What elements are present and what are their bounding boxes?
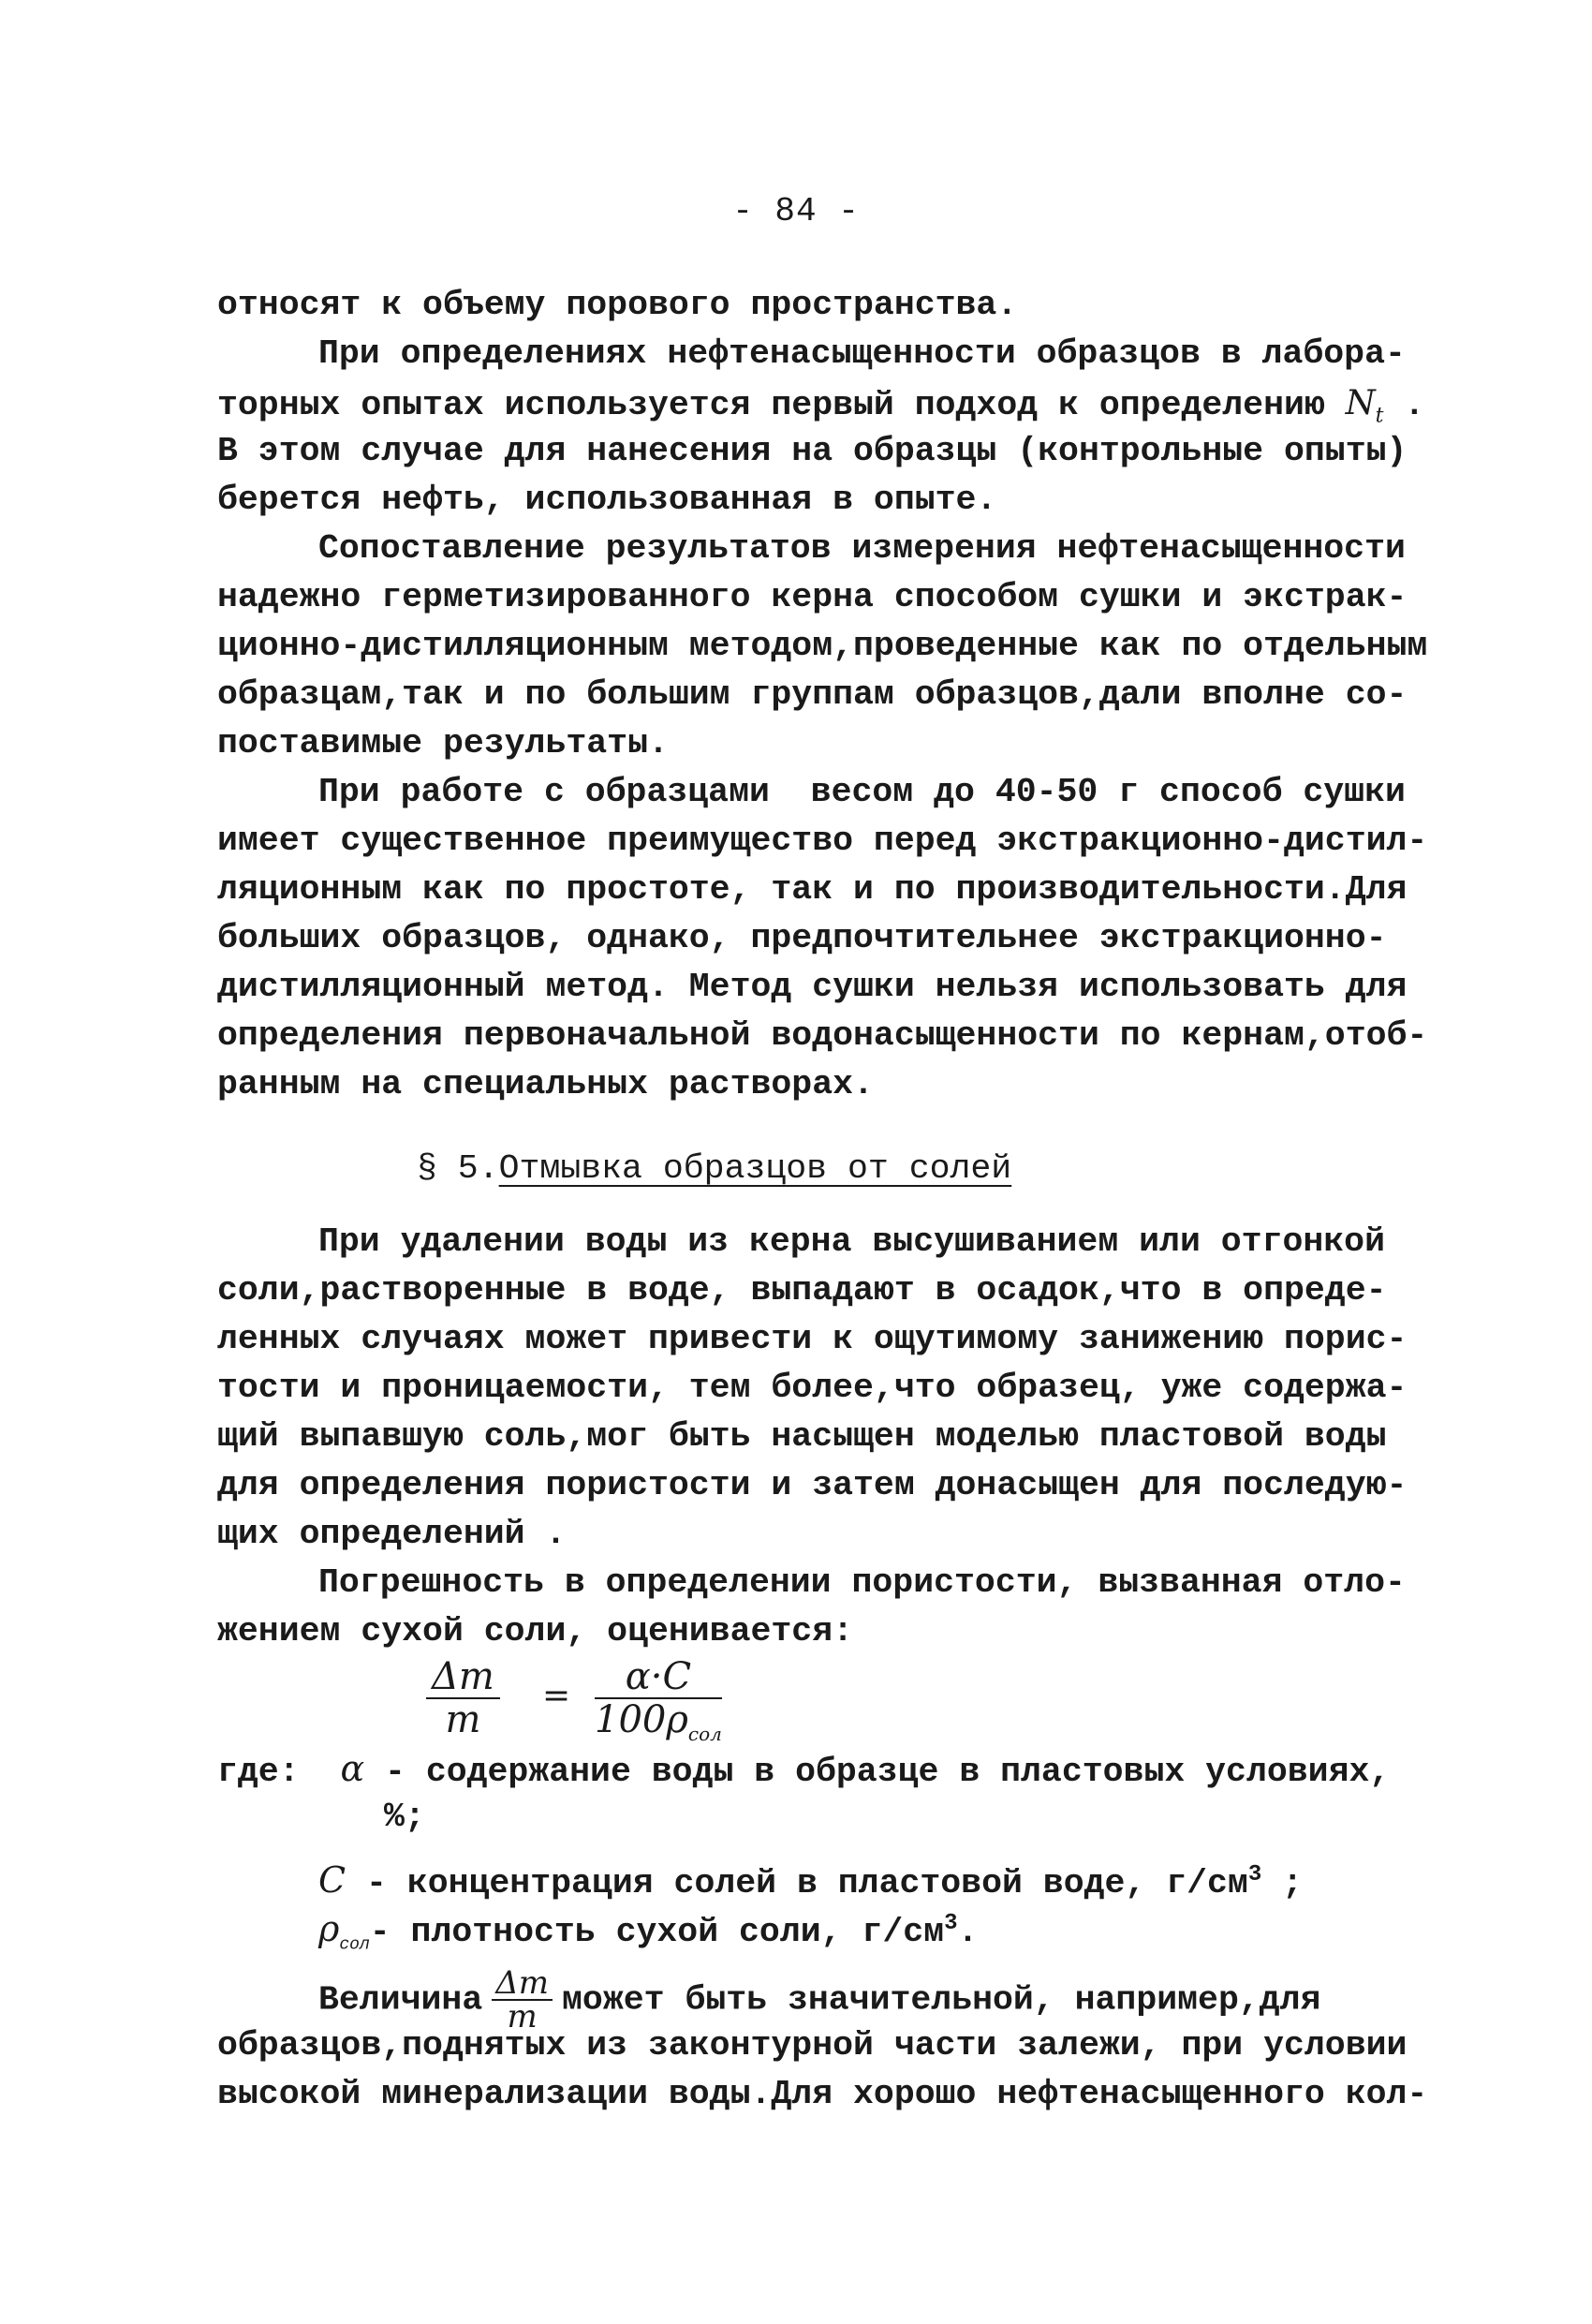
error-formula [426, 1655, 735, 1745]
text-line: щих определений . [217, 1515, 567, 1553]
text-line: образцов,поднятых из законтурной части залежи, при условии [217, 2026, 1408, 2065]
text-line: жением сухой соли, оценивается: [217, 1612, 854, 1650]
text-line: торных опытах используется первый подход к определению [217, 386, 1325, 424]
ratio-fraction: $\frac{\Delta m}{m}$ [492, 1967, 553, 2033]
formula-equals: = [542, 1677, 571, 1715]
text-line: больших образцов, однако, предпочтительнее экстракционно- [217, 919, 1387, 957]
text-block-2 [217, 1218, 1435, 1656]
definition-rho: $\rho_{сол}-$ плотность сухой соли, $г/см^3$. [318, 1908, 979, 1955]
text-line: Погрешность в определении пористости, вызванная отло- [318, 1563, 1406, 1602]
text-line: При определениях нефтенасыщенности образцов в лабора- [318, 334, 1406, 373]
text-line: надежно герметизированного керна способом сушки и экстрак- [217, 578, 1408, 616]
formula-lhs: $\frac{\Delta m}{m}$ [426, 1656, 500, 1740]
text-line: ляционным как по простоте, так и по производительности.Для [217, 870, 1408, 909]
formula-rhs: α·C $100\rho_{сол}$ [595, 1655, 722, 1745]
text-line: поставимые результаты. [217, 724, 669, 762]
definition-alpha: где: α - содержание воды в образце в пластовых условиях, [217, 1748, 1391, 1791]
text-line: определения первоначальной водонасыщенности по кернам,отоб- [217, 1016, 1428, 1055]
text-line: ленных случаях может привести к ощутимому занижению порис- [217, 1320, 1408, 1358]
text-line: В этом случае для нанесения на образцы (контрольные опыты) [217, 432, 1408, 470]
text-block-3 [217, 1964, 1435, 2119]
definition-c: C - концентрация солей в пластовой воде, $г/см^3$ ; [318, 1859, 1304, 1903]
text-line: относят к объему порового пространства. [217, 286, 1018, 324]
text-line: ционно-дистилляционным методом,проведенные как по отдельным [217, 627, 1428, 665]
text-line: дистилляционный метод. Метод сушки нельзя использовать для [217, 968, 1408, 1006]
text-line: тости и проницаемости, тем более,что образец, уже содержа- [217, 1369, 1408, 1407]
text-line-ratio: Величина $\frac{\Delta m}{m}$ может быть значительной, например,для [318, 1964, 1321, 2035]
text-line: щий выпавшую соль,мог быть насыщен моделью пластовой воды [217, 1417, 1387, 1456]
section-title: § 5.Отмывка образцов от солей [417, 1149, 1012, 1188]
text-line: образцам,так и по большим группам образцов,дали вполне со- [217, 675, 1408, 714]
text-line: высокой минерализации воды.Для хорошо нефтенасыщенного кол- [217, 2075, 1428, 2113]
text-line: Сопоставление результатов измерения нефтенасыщенности [318, 529, 1406, 568]
text-line: соли,растворенные в воде, выпадают в осадок,что в опреде- [217, 1271, 1387, 1310]
text-line: для определения пористости и затем донасыщен для последую- [217, 1466, 1408, 1504]
page-number: - 84 - [732, 192, 860, 230]
definitions [217, 1744, 1435, 1955]
text-line: берется нефть, использованная в опыте. [217, 481, 997, 519]
text-line-nt: торных опытах используется первый подход к определению $N_t$ . [217, 382, 1425, 428]
text-line: При работе с образцами весом до 40-50 г способ сушки [318, 773, 1406, 811]
text-block-1 [217, 281, 1435, 1109]
text-line: имеет существенное преимущество перед экстракционно-дистил- [217, 822, 1428, 860]
text-line: При удалении воды из керна высушиванием или отгонкой [318, 1222, 1385, 1261]
definition-alpha-unit: %; [384, 1798, 425, 1836]
text-line: ранным на специальных растворах. [217, 1065, 874, 1103]
nt-symbol: $N_t$ [1345, 382, 1384, 428]
